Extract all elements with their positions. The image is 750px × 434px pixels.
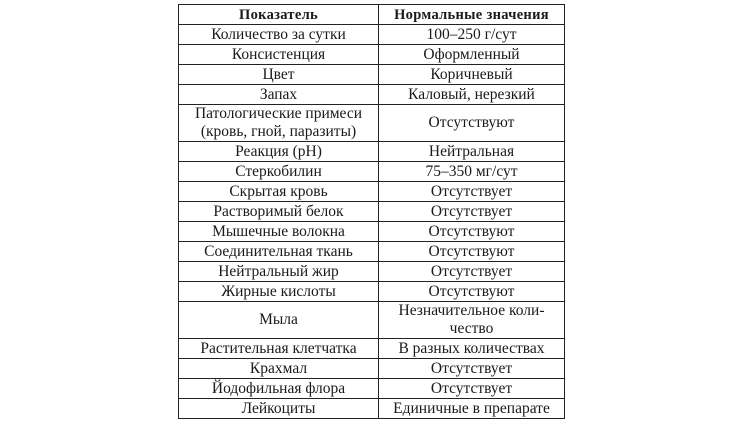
indicator-cell: Патологические примеси (кровь, гной, паразиты) xyxy=(179,105,379,142)
indicator-cell: Скрытая кровь xyxy=(179,182,379,202)
indicator-cell: Нейтральный жир xyxy=(179,262,379,282)
normal-value-cell: Отсутствуют xyxy=(379,282,565,302)
table-row xyxy=(179,182,565,202)
table-row xyxy=(179,25,565,45)
header-row xyxy=(179,5,565,25)
normal-value-cell: Отсутствуют xyxy=(379,242,565,262)
table-row xyxy=(179,399,565,419)
normal-value-cell: 100–250 г/сут xyxy=(379,25,565,45)
indicator-cell: Реакция (pH) xyxy=(179,142,379,162)
normal-value-cell: Незначительное количество xyxy=(379,302,565,339)
normal-value-cell: Отсутствует xyxy=(379,359,565,379)
normal-value-cell: Отсутствуют xyxy=(379,105,565,142)
indicator-cell: Лейкоциты xyxy=(179,399,379,419)
table-row xyxy=(179,339,565,359)
indicator-cell: Жирные кислоты xyxy=(179,282,379,302)
table-row xyxy=(179,379,565,399)
normal-value-cell: Отсутствует xyxy=(379,379,565,399)
table-row xyxy=(179,65,565,85)
table-row xyxy=(179,282,565,302)
normal-value-cell: 75–350 мг/сут xyxy=(379,162,565,182)
indicator-cell: Растительная клетчатка xyxy=(179,339,379,359)
indicator-cell: Запах xyxy=(179,85,379,105)
table-row xyxy=(179,142,565,162)
table-row xyxy=(179,222,565,242)
table-row xyxy=(179,85,565,105)
indicator-cell: Йодофильная флора xyxy=(179,379,379,399)
indicator-cell: Мыла xyxy=(179,302,379,339)
normal-value-cell: Отсутствуют xyxy=(379,222,565,242)
indicator-cell: Мышечные волокна xyxy=(179,222,379,242)
normal-value-cell: Единичные в препарате xyxy=(379,399,565,419)
normal-value-cell: Коричневый xyxy=(379,65,565,85)
normal-value-cell: В разных количествах xyxy=(379,339,565,359)
table-row xyxy=(179,105,565,142)
normal-value-cell: Каловый, нерезкий xyxy=(379,85,565,105)
header-indicator: Показатель xyxy=(179,5,379,25)
table-row xyxy=(179,162,565,182)
normal-value-cell: Нейтральная xyxy=(379,142,565,162)
table-row xyxy=(179,45,565,65)
table-row xyxy=(179,202,565,222)
header-normal-values: Нормальные значения xyxy=(379,5,565,25)
normal-value-cell: Отсутствует xyxy=(379,182,565,202)
normal-value-cell: Отсутствует xyxy=(379,202,565,222)
normal-value-cell: Оформленный xyxy=(379,45,565,65)
indicator-cell: Стеркобилин xyxy=(179,162,379,182)
table-row xyxy=(179,302,565,339)
table-row xyxy=(179,359,565,379)
indicator-cell: Соединительная ткань xyxy=(179,242,379,262)
normal-value-cell: Отсутствует xyxy=(379,262,565,282)
normal-values-table xyxy=(178,4,565,419)
table-row xyxy=(179,262,565,282)
indicator-cell: Количество за сутки xyxy=(179,25,379,45)
indicator-cell: Цвет xyxy=(179,65,379,85)
indicator-cell: Консистенция xyxy=(179,45,379,65)
table-row xyxy=(179,242,565,262)
indicator-cell: Крахмал xyxy=(179,359,379,379)
indicator-cell: Растворимый белок xyxy=(179,202,379,222)
